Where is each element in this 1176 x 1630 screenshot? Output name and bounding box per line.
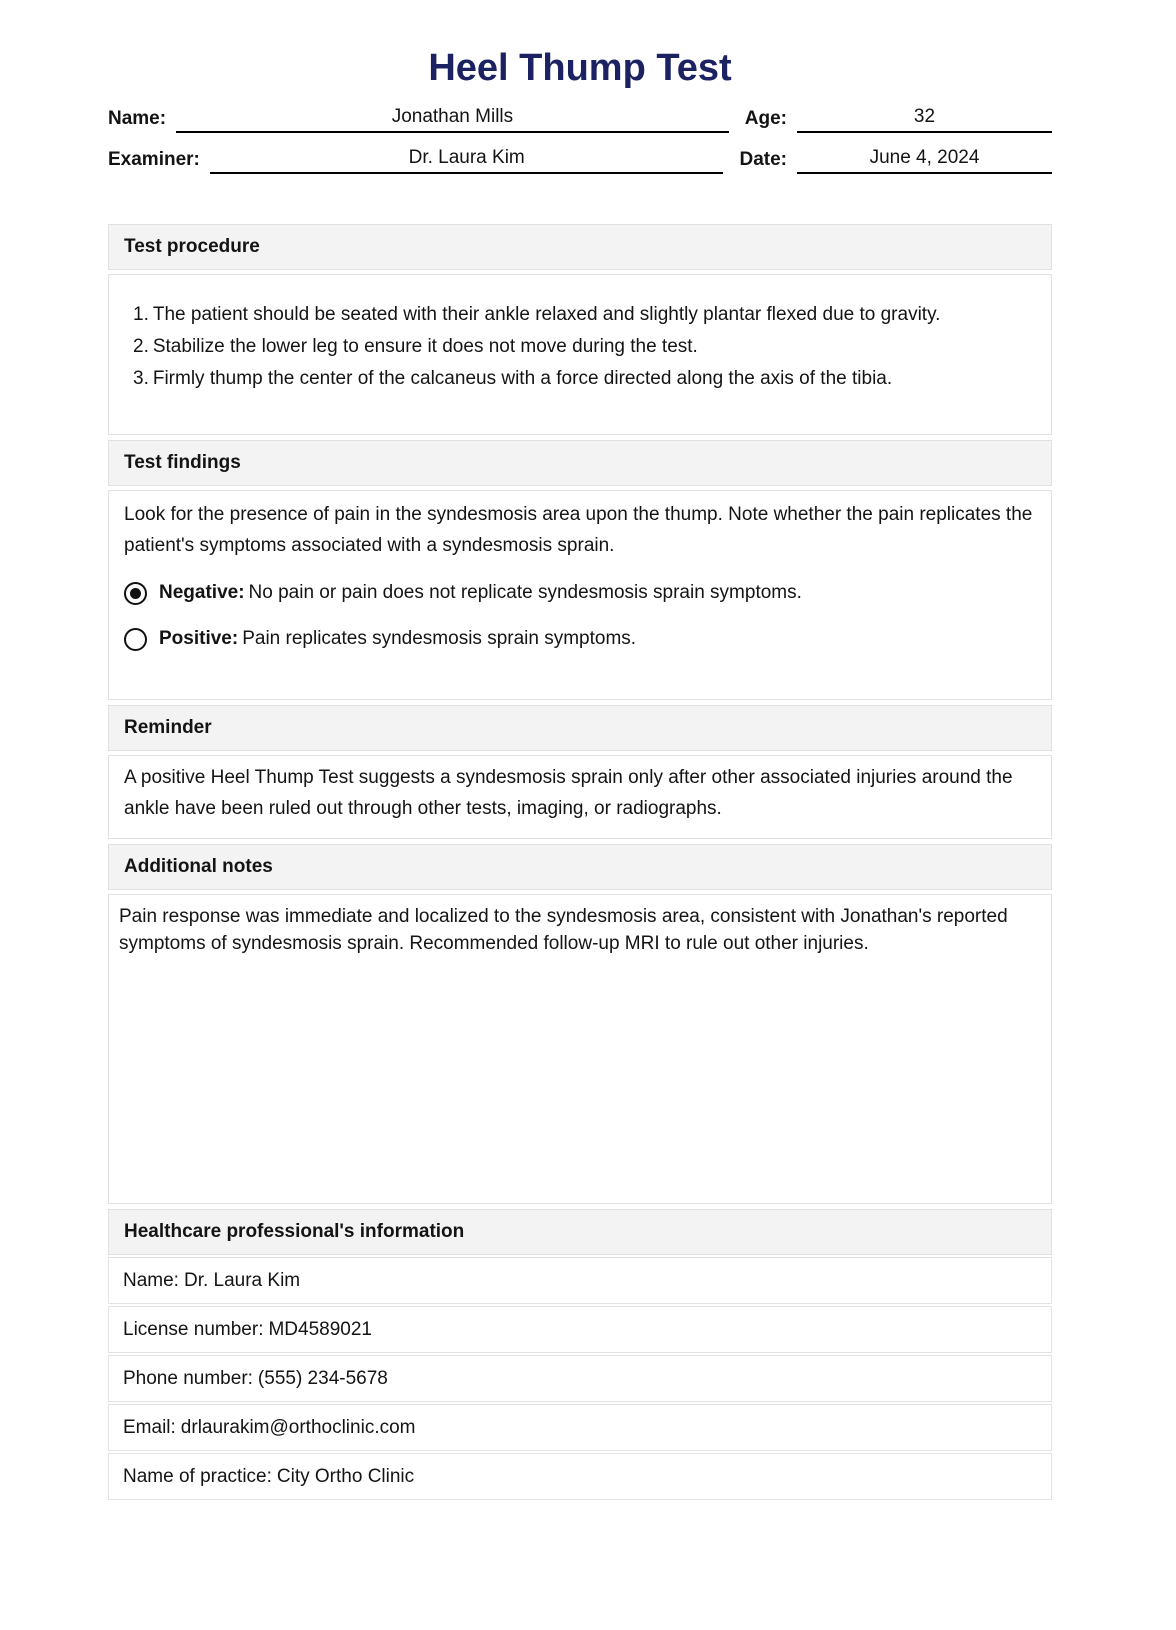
section-healthcare-info: [108, 1209, 1052, 1500]
name-age-row: [108, 106, 1052, 133]
examiner-date-row: [108, 147, 1052, 174]
healthcare-practice-row: Name of practice: City Ortho Clinic: [108, 1453, 1052, 1500]
healthcare-license-row: License number: MD4589021: [108, 1306, 1052, 1353]
name-input[interactable]: Jonathan Mills: [176, 106, 729, 133]
examiner-input[interactable]: Dr. Laura Kim: [210, 147, 724, 174]
section-test-findings: [108, 440, 1052, 700]
radio-positive-text: Positive: Pain replicates syndesmosis sprain symptoms.: [159, 628, 637, 649]
radio-negative-text: Negative: No pain or pain does not replicate syndesmosis sprain symptoms.: [159, 582, 802, 603]
name-label: Name:: [108, 108, 167, 129]
test-findings-body: [108, 490, 1052, 700]
page-title: Heel Thump Test: [428, 47, 732, 89]
patient-fields: [108, 106, 1052, 174]
test-findings-description: Look for the presence of pain in the syndesmosis area upon the thump. Note whether the pain replicates the patient's symptoms associated with a syndesmosis sprain.: [124, 504, 1033, 556]
test-procedure-body: [108, 274, 1052, 435]
age-label: Age:: [744, 108, 787, 129]
section-test-procedure: [108, 224, 1052, 435]
radio-selected-icon[interactable]: [124, 582, 147, 605]
healthcare-phone-row: Phone number: (555) 234-5678: [108, 1355, 1052, 1402]
procedure-step-3: 3. Firmly thump the center of the calcaneus with a force directed along the axis of the tibia.: [133, 368, 893, 389]
form-page: [108, 0, 1052, 1500]
test-findings-heading: Test findings: [108, 440, 1052, 486]
healthcare-name-row: Name: Dr. Laura Kim: [108, 1257, 1052, 1304]
additional-notes-heading: Additional notes: [108, 844, 1052, 890]
radio-unselected-icon[interactable]: [124, 628, 147, 651]
age-input[interactable]: 32: [797, 106, 1052, 133]
date-input[interactable]: June 4, 2024: [797, 147, 1052, 174]
procedure-step-1: 1. The patient should be seated with their ankle relaxed and slightly plantar flexed due to gravity.: [133, 304, 941, 325]
examiner-label: Examiner:: [108, 149, 200, 170]
section-reminder: [108, 705, 1052, 839]
healthcare-email-row: Email: drlaurakim@orthoclinic.com: [108, 1404, 1052, 1451]
date-label: Date:: [739, 149, 787, 170]
section-additional-notes: [108, 844, 1052, 1204]
additional-notes-input[interactable]: Pain response was immediate and localized to the syndesmosis area, consistent with Jonathan's reported symptoms of syndesmosis sprain. Recommended follow-up MRI to rule out other injuries.: [108, 894, 1052, 1204]
reminder-heading: Reminder: [108, 705, 1052, 751]
reminder-text: A positive Heel Thump Test suggests a syndesmosis sprain only after other associated injuries around the ankle have been ruled out through other tests, imaging, or radiographs.: [108, 755, 1052, 839]
test-procedure-heading: Test procedure: [108, 224, 1052, 270]
radio-option-negative[interactable]: [124, 579, 1036, 607]
procedure-step-2: 2. Stabilize the lower leg to ensure it does not move during the test.: [133, 336, 698, 357]
radio-option-positive[interactable]: [124, 625, 1036, 653]
healthcare-info-heading: Healthcare professional's information: [108, 1209, 1052, 1255]
